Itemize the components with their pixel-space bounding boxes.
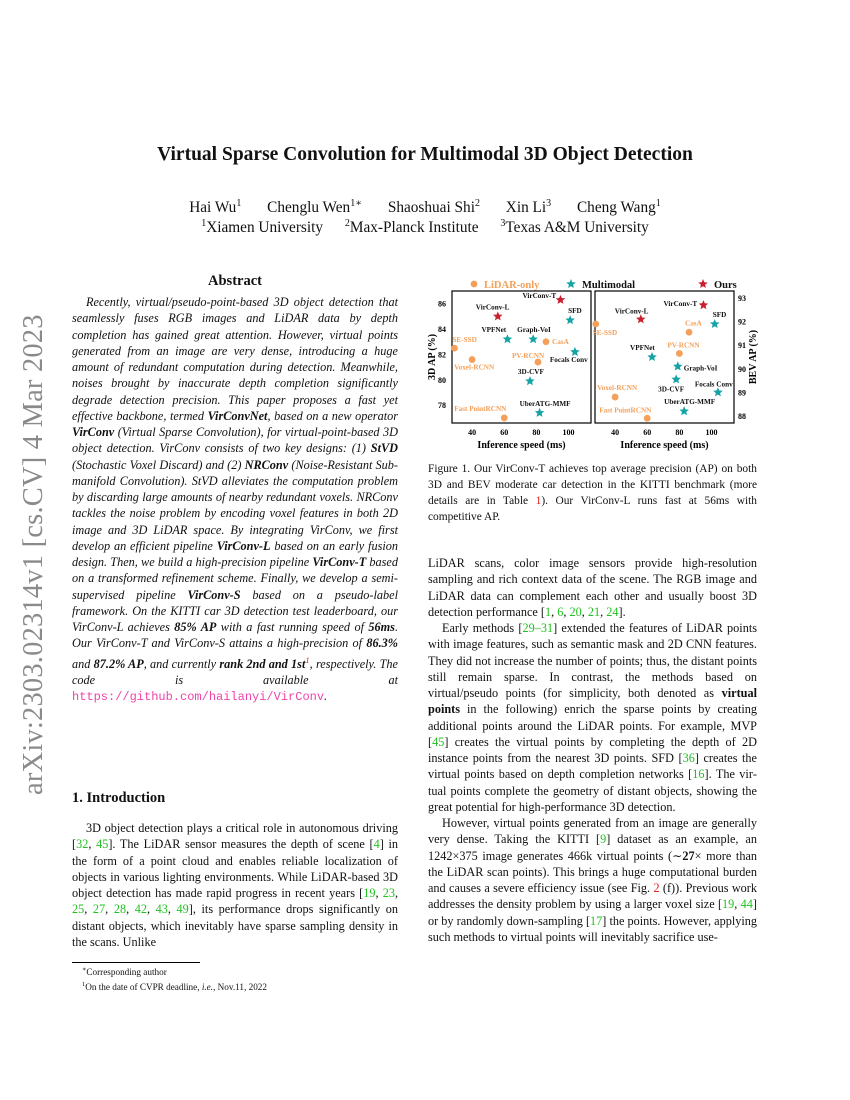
text-run: 86.3% [366,636,398,651]
citation-link[interactable]: 27 [92,902,106,917]
y-tick-label: 82 [438,350,446,360]
data-point-multimodal [679,406,689,415]
data-point-label: PV-RCNN [667,341,700,350]
author: Chenglu Wen$^{1∗}$ [267,198,362,217]
y-tick-label: 93 [738,294,746,304]
section-heading-introduction: 1. Introduction [72,790,166,806]
citation-link[interactable]: 19 [722,897,735,912]
x-axis-label: Inference speed (ms) [477,440,566,451]
figure-1-scatter-plots [425,274,765,454]
text-run: ], its performance drops significantly on distant objects, which inevitably have sparse sampling density in the scans. Unlike [72,902,399,949]
footnote-marker: ∗ [82,966,87,973]
text-run: × more than the LiDAR scan points). This brings a huge computational burden and causes a severe efficiency issue (see Fig. [428,848,758,895]
citation-link[interactable]: 44 [740,897,753,912]
data-point-lidar [612,394,619,401]
footnote-marker: 1 [305,654,310,665]
text-run: StVD [370,441,398,456]
paper-title: Virtual Sparse Convolution for Multimodal 3D Object Detection [157,144,693,165]
footnote-cvpr-date [82,979,402,994]
citation-link[interactable]: 45 [96,837,109,852]
citation-link[interactable]: 36 [682,751,695,765]
citation-link[interactable]: 24 [606,604,619,619]
data-point-label: SE-SSD [452,336,477,345]
author: Hai Wu$^1$ [189,198,242,217]
right-column-text [428,555,757,945]
abstract-heading: Abstract [208,273,262,289]
text-run: , based on a new operator [267,408,398,423]
text-run: ] creates the virtual points based on depth completion networks [ [428,751,757,782]
legend-marker-ours [698,279,708,288]
y-tick-label: 88 [738,411,746,421]
y-tick-label: 90 [738,364,746,374]
data-point-ours [493,311,503,320]
legend-label-ours: Ours [714,280,737,291]
text-run: 85% AP [174,620,217,634]
text-run: 3D object detection plays a critical role in autonomous driving [ [72,821,398,852]
footnote-marker: 1 [82,980,86,988]
text-run: , [88,837,97,852]
citation-link[interactable]: 23 [382,886,395,900]
text-run: , [563,604,570,619]
text-run: , [375,886,383,900]
text-run: , [167,902,177,917]
text-run: VirConvNet [207,408,268,423]
data-point-lidar [543,338,550,345]
data-point-lidar [644,415,651,422]
data-point-multimodal [671,374,681,383]
legend-label-multimodal: Multimodal [582,280,636,291]
text-run: , [581,604,588,619]
text-run: ] in the form of a point cloud and enables reliable localization of objects in various lighting environments. While LiDAR-based 3D object detection has made rapid progress in recent years [ [72,837,399,900]
text-run: ]. The LiDAR sensor measures the depth of scene [ [108,837,374,852]
body-paragraph [428,555,757,620]
footnotes [82,964,402,993]
y-axis-label: BEV AP (%) [748,329,759,385]
footnote-corresponding-author [82,964,402,979]
text-run: ] or by randomly down-sampling [ [428,897,758,928]
text-run: i.e. [201,981,214,992]
y-tick-label: 78 [438,401,446,411]
data-point-label: VPFNet [630,344,655,352]
text-run: . Our VirConv-T and VirConv-S attains a high-precision of [72,620,398,651]
data-point-label: SE-SSD [592,329,618,337]
text-run: 56ms [368,620,395,634]
body-paragraph [428,620,757,815]
text-run: However, virtual points generated from an image are generally very dense. Taking the KITTI [ [428,816,757,847]
text-run: LiDAR scans, color image sensors provide high-resolution sampling and rich context data of the scene. The RGB image and LiDAR data can complement each other and usually boost 3D detection performance [ [428,556,757,619]
citation-link[interactable]: 6 [557,604,564,619]
y-tick-label: 91 [738,341,746,351]
data-point-label: VirConv-T [522,291,557,300]
text-run: based on an early fusion design. Then, we build a high-precision pipeline [72,538,398,569]
text-run: NRConv [244,457,289,472]
text-run: VirConv-L [216,538,271,553]
data-point-multimodal [673,361,683,370]
citation-link[interactable]: 4 [373,837,380,852]
x-tick-label: 100 [705,428,718,437]
text-run: ] creates the virtual points by completing the depth of 2D instance points from the nearest 3D points. SFD [ [428,734,757,765]
author-list [0,198,850,217]
x-tick-label: 40 [468,428,477,437]
data-point-multimodal [713,387,723,396]
x-tick-label: 40 [611,428,620,437]
y-tick-label: 84 [438,325,446,335]
text-run: , Nov.11, 2022 [213,981,267,992]
text-run: and [72,656,94,671]
text-run: 27 [682,848,695,863]
data-point-label: UberATG-MMF [519,399,571,408]
text-run: VirConv-S [187,587,241,602]
citation-link[interactable]: 21 [587,604,601,619]
text-run: , respectively. The code is available at [72,656,398,687]
x-tick-label: 60 [500,428,509,437]
affiliation: $^2$Max-Planck Institute [344,218,479,237]
y-axis-label: 3D AP (%) [427,333,438,381]
text-run: , [600,604,607,619]
text-run: based on a pseudo-label framework. On the KITTI car 3D detection test leaderboard, our VirConv-L achieves [72,587,398,634]
text-run: with a fast running speed of [216,620,369,634]
citation-link[interactable]: 45 [432,734,445,749]
x-tick-label: 60 [643,428,652,437]
author: Xin Li$^3$ [505,198,552,217]
data-point-label: PV-RCNN [511,352,545,361]
data-point-label: CasA [685,319,702,328]
body-paragraph [428,815,757,945]
author: Cheng Wang$^1$ [576,198,661,217]
text-run: Recently, virtual/pseudo-point-based 3D object detection that seamlessly fuses RGB images and LiDAR data by depth completion has gained great attention. However, virtual points generated from an image are very dense, introducing a huge amount of redundant computation during detection. Meanwhile, noises brought by inaccurate depth completion significantly degrade detection precision. This paper proposes a fast yet effective backbone, termed [72,295,398,423]
text-run: , [105,902,114,917]
text-run: Figure 1. Our VirConv-T achieves top average precision (AP) on both 3D and BEV moderate car detection in the KITTI benchmark (more details are in Table [428,463,757,507]
data-point-label: Voxel-RCNN [597,384,638,393]
text-run: , and currently [143,656,220,671]
y-tick-label: 80 [438,375,446,385]
y-tick-label: 89 [738,388,746,398]
affiliation: $^3$Texas A&M University [500,218,649,237]
intro-paragraph [72,820,398,950]
text-run: ]. The virtual points complete the geometry of distant objects, showing the great potential for high-performance 3D detection. [428,767,758,814]
data-point-label: VirConv-T [663,300,698,309]
data-point-label: Voxel-RCNN [454,363,495,372]
figure-reference-link[interactable]: 2 [653,881,660,895]
data-point-lidar [469,356,476,363]
data-point-label: VPFNet [481,326,507,335]
text-run: based on a transformed refinement scheme. Finally, we develop a semi-supervised pipeline [72,555,398,602]
text-run: (Stochastic Voxel Discard) and (2) [72,457,245,472]
citation-link[interactable]: 42 [134,902,147,917]
x-tick-label: 100 [562,428,575,437]
author: Shaoshuai Shi$^2$ [387,198,480,217]
text-run: 87.2% AP [93,656,144,671]
arxiv-side-stamp: arXiv:2303.02314v1 [cs.CV] 4 Mar 2023 [18,314,49,795]
abstract-text [72,294,398,705]
legend-label-lidar: LiDAR-only [484,280,540,291]
data-point-ours [636,314,646,323]
text-run: virtual points [428,686,757,717]
text-run: ] extended the features of LiDAR points with image features, such as semantic mask and 2D CNN features. They did not increase the number of points; thus, the distant points still remain sparse. In contrast, the methods based on virtual/pseudo points (for simplicity, both denoted as [428,621,757,700]
text-run: ] dataset as an example, an 1242×375 image generates 466k virtual points (∼ [428,832,757,863]
data-point-label: Graph-VoI [517,326,551,335]
data-point-label: Focals Conv [694,380,733,389]
scatter-panel-bev [592,291,759,451]
figure-reference-link[interactable]: 1 [535,494,542,507]
y-tick-label: 86 [438,299,446,309]
data-point-label: Focals Conv [549,355,588,364]
text-run: , [394,886,399,900]
text-run: ]. [618,604,626,619]
x-tick-label: 80 [675,428,684,437]
affiliation: $^1$Xiamen University [201,218,324,237]
data-point-label: SFD [568,307,582,316]
text-run: , [146,902,156,917]
text-run: ] the points. However, applying such methods to virtual points will inevitably sacrifice use- [428,913,757,944]
data-point-label: CasA [552,337,569,346]
affiliation-list [0,218,850,237]
data-point-multimodal [525,376,535,385]
text-run: (Virtual Sparse Convolution), for virtual-point-based 3D object detection. VirConv consists of two key designs: (1) [72,425,398,456]
text-run: , [126,902,135,917]
citation-link[interactable]: 49 [176,902,189,917]
data-point-multimodal [535,408,545,417]
text-run: On the date of CVPR deadline, [85,981,202,992]
citation-link[interactable]: 1 [545,604,552,619]
citation-link[interactable]: 43 [155,902,168,917]
scatter-panel-3d [427,291,591,451]
citation-link[interactable]: 29–31 [522,621,554,635]
citation-link[interactable]: 28 [113,902,127,917]
citation-link[interactable]: 25 [72,902,85,917]
data-point-multimodal [503,334,513,343]
data-point-multimodal [647,352,657,361]
data-point-ours [556,295,566,304]
figure-1-caption [428,462,757,526]
data-point-lidar [686,329,693,336]
text-run: in the following) enrich the sparse points by creating additional points around the LiDAR points. For example, MVP [ [428,702,757,749]
text-run: Corresponding author [86,967,167,978]
data-point-multimodal [528,334,538,343]
data-point-label: Graph-VoI [683,364,718,373]
text-run: (f)). Previous work addresses the density problem by using a larger voxel size [ [428,881,757,912]
introduction-text [72,820,398,950]
data-point-label: UberATG-MMF [664,398,716,407]
abstract-paragraph [72,294,398,705]
data-point-lidar [676,350,683,357]
text-run: VirConv-T [312,555,367,569]
data-point-ours [699,300,709,309]
x-axis-label: Inference speed (ms) [620,440,709,451]
footnote-rule [72,962,200,963]
data-point-label: VirConv-L [614,307,649,316]
citation-link[interactable]: 20 [569,604,582,619]
citation-link[interactable]: 9 [600,832,607,847]
data-point-multimodal [570,347,580,356]
text-run: , [734,897,741,912]
text-run: . [324,689,328,704]
data-point-multimodal [565,315,575,324]
text-run: ). Our VirConv-L runs fast at 56ms with competitive AP. [428,494,757,523]
citation-link[interactable]: 19 [363,886,376,900]
citation-link[interactable]: 16 [692,767,705,782]
legend-marker-multimodal [566,279,576,288]
x-tick-label: 80 [532,428,541,437]
y-tick-label: 92 [738,317,746,327]
citation-link[interactable]: 32 [76,837,89,852]
data-point-label: SFD [712,311,727,319]
citation-link[interactable]: 17 [590,913,603,928]
text-run: Early methods [ [442,621,523,635]
data-point-lidar [451,345,458,352]
legend-marker-lidar [471,281,478,288]
data-point-lidar [592,321,599,328]
data-point-label: Fast PointRCNN [599,406,652,415]
text-run: (Noise-Resistant Submanifold Convolution). StVD alleviates the computation problem by discarding large amounts of nearby redundant voxels. NRConv tackles the noise problem by encoding voxel features in both 2D image and 3D LiDAR space. By integrating VirConv, we first develop an efficient pipeline [72,457,398,553]
data-point-label: VirConv-L [475,303,510,312]
text-run: , [84,902,93,917]
text-run: , [551,604,558,619]
text-run: rank 2nd and 1st [219,656,306,671]
data-point-multimodal [710,319,720,328]
data-point-label: 3D-CVF [658,385,685,394]
data-point-label: Fast PointRCNN [454,404,507,413]
text-run: VirConv [72,425,115,439]
code-url-link[interactable]: https://github.com/hailanyi/VirConv [72,690,325,705]
data-point-lidar [501,415,508,422]
data-point-label: 3D-CVF [517,368,544,377]
caption-text [428,462,757,526]
